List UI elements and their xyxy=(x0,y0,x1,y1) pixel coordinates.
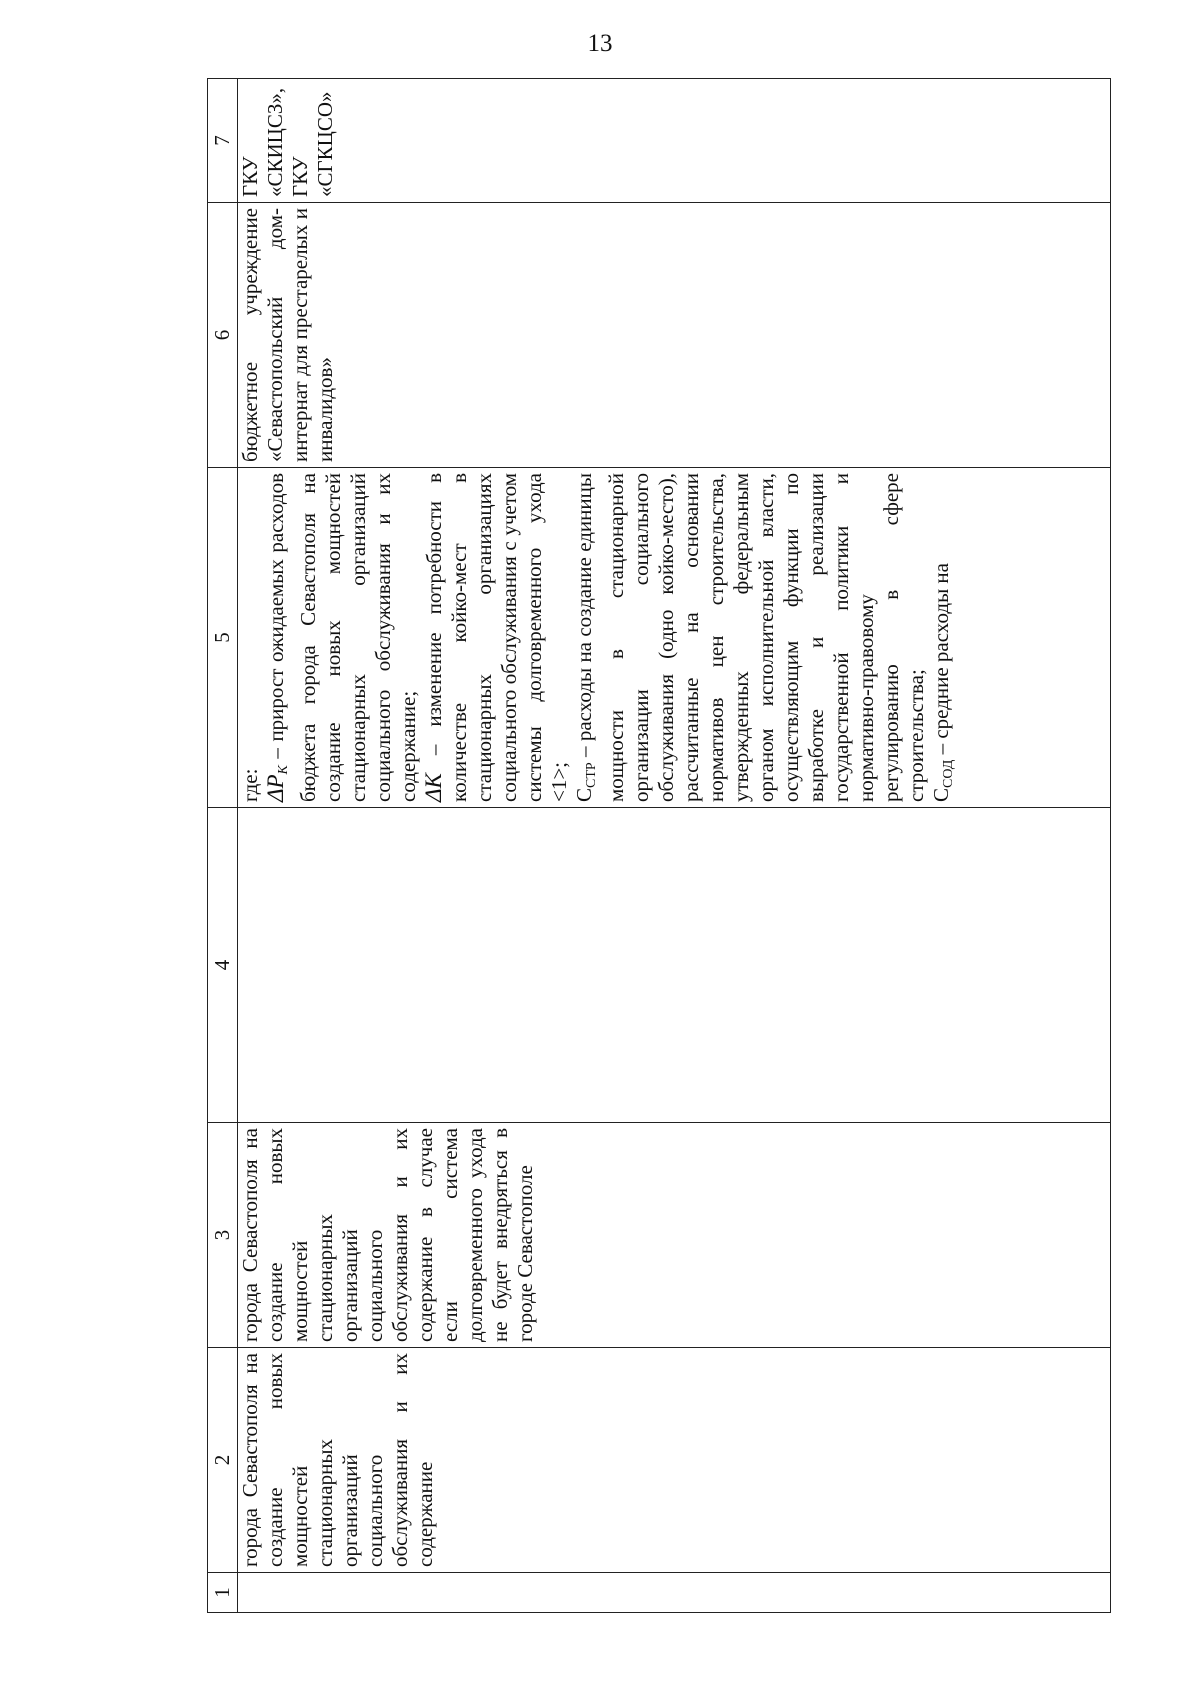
cell-col-7: ГКУ «СКИЦСЗ», ГКУ «СГКЦСО» xyxy=(238,79,1111,203)
data-table xyxy=(207,78,1111,1613)
delta-k-definition xyxy=(421,473,572,802)
c-sod-text: – средние расходы на xyxy=(929,563,953,760)
delta-k-text: – изменение потребности в количестве койко-мест в стационарных организациях социального обслуживания с учетом системы долговременного ухода <1>; xyxy=(422,473,571,802)
c-str-subscript: СТР xyxy=(584,762,599,788)
c-str-definition xyxy=(572,473,929,802)
cell-col-3: города Севастополя на создание новых мощностей стационарных организаций социального обслуживания и их содержание в случае если система долговременного ухода не будет внедряться в городе Севастополе xyxy=(238,1123,1111,1348)
c-str-symbol: С xyxy=(572,787,596,802)
header-col-7: 7 xyxy=(208,79,238,203)
c-str-text: – расходы на создание единицы мощности в стационарной организации социального обслуживания (одно койко-место), рассчитанные на основании нормативов цен строительства, утвержденных федеральным органом исполнительной власти, осуществляющим функции по выработке и реализации государственной политики и нормативно-правовому регулированию в сфере строительства; xyxy=(572,473,928,802)
c-sod-subscript: СОД xyxy=(941,759,956,788)
delta-k-symbol: ΔK xyxy=(421,773,446,802)
table-row xyxy=(238,79,1111,1613)
page-number: 13 xyxy=(587,30,613,57)
c-sod-definition xyxy=(929,473,961,802)
header-col-5: 5 xyxy=(208,468,238,808)
header-col-2: 2 xyxy=(208,1348,238,1573)
header-row xyxy=(208,79,238,1613)
delta-p-text: – прирост ожидаемых расходов бюджета города Севастополя на создание новых мощностей стационарных организаций социального обслуживания и их содержание; xyxy=(264,473,420,802)
header-col-1: 1 xyxy=(208,1573,238,1613)
rotated-table-container xyxy=(207,79,1111,1613)
header-col-6: 6 xyxy=(208,203,238,468)
cell-col-6: бюджетное учреждение «Севастопольский дом-интернат для престарелых и инвалидов» xyxy=(238,203,1111,468)
cell-col-2: города Севастополя на создание новых мощностей стационарных организаций социального обслуживания и их содержание xyxy=(238,1348,1111,1573)
cell-col-4 xyxy=(238,808,1111,1123)
cell-col-1 xyxy=(238,1573,1111,1613)
delta-p-definition xyxy=(263,473,421,802)
where-label: где: xyxy=(238,768,262,802)
header-col-3: 3 xyxy=(208,1123,238,1348)
c-sod-symbol: С xyxy=(929,787,953,802)
cell-col-5 xyxy=(238,468,1111,808)
delta-p-subscript: K xyxy=(276,765,291,775)
delta-p-symbol: ΔP xyxy=(263,774,288,802)
header-col-4: 4 xyxy=(208,808,238,1123)
